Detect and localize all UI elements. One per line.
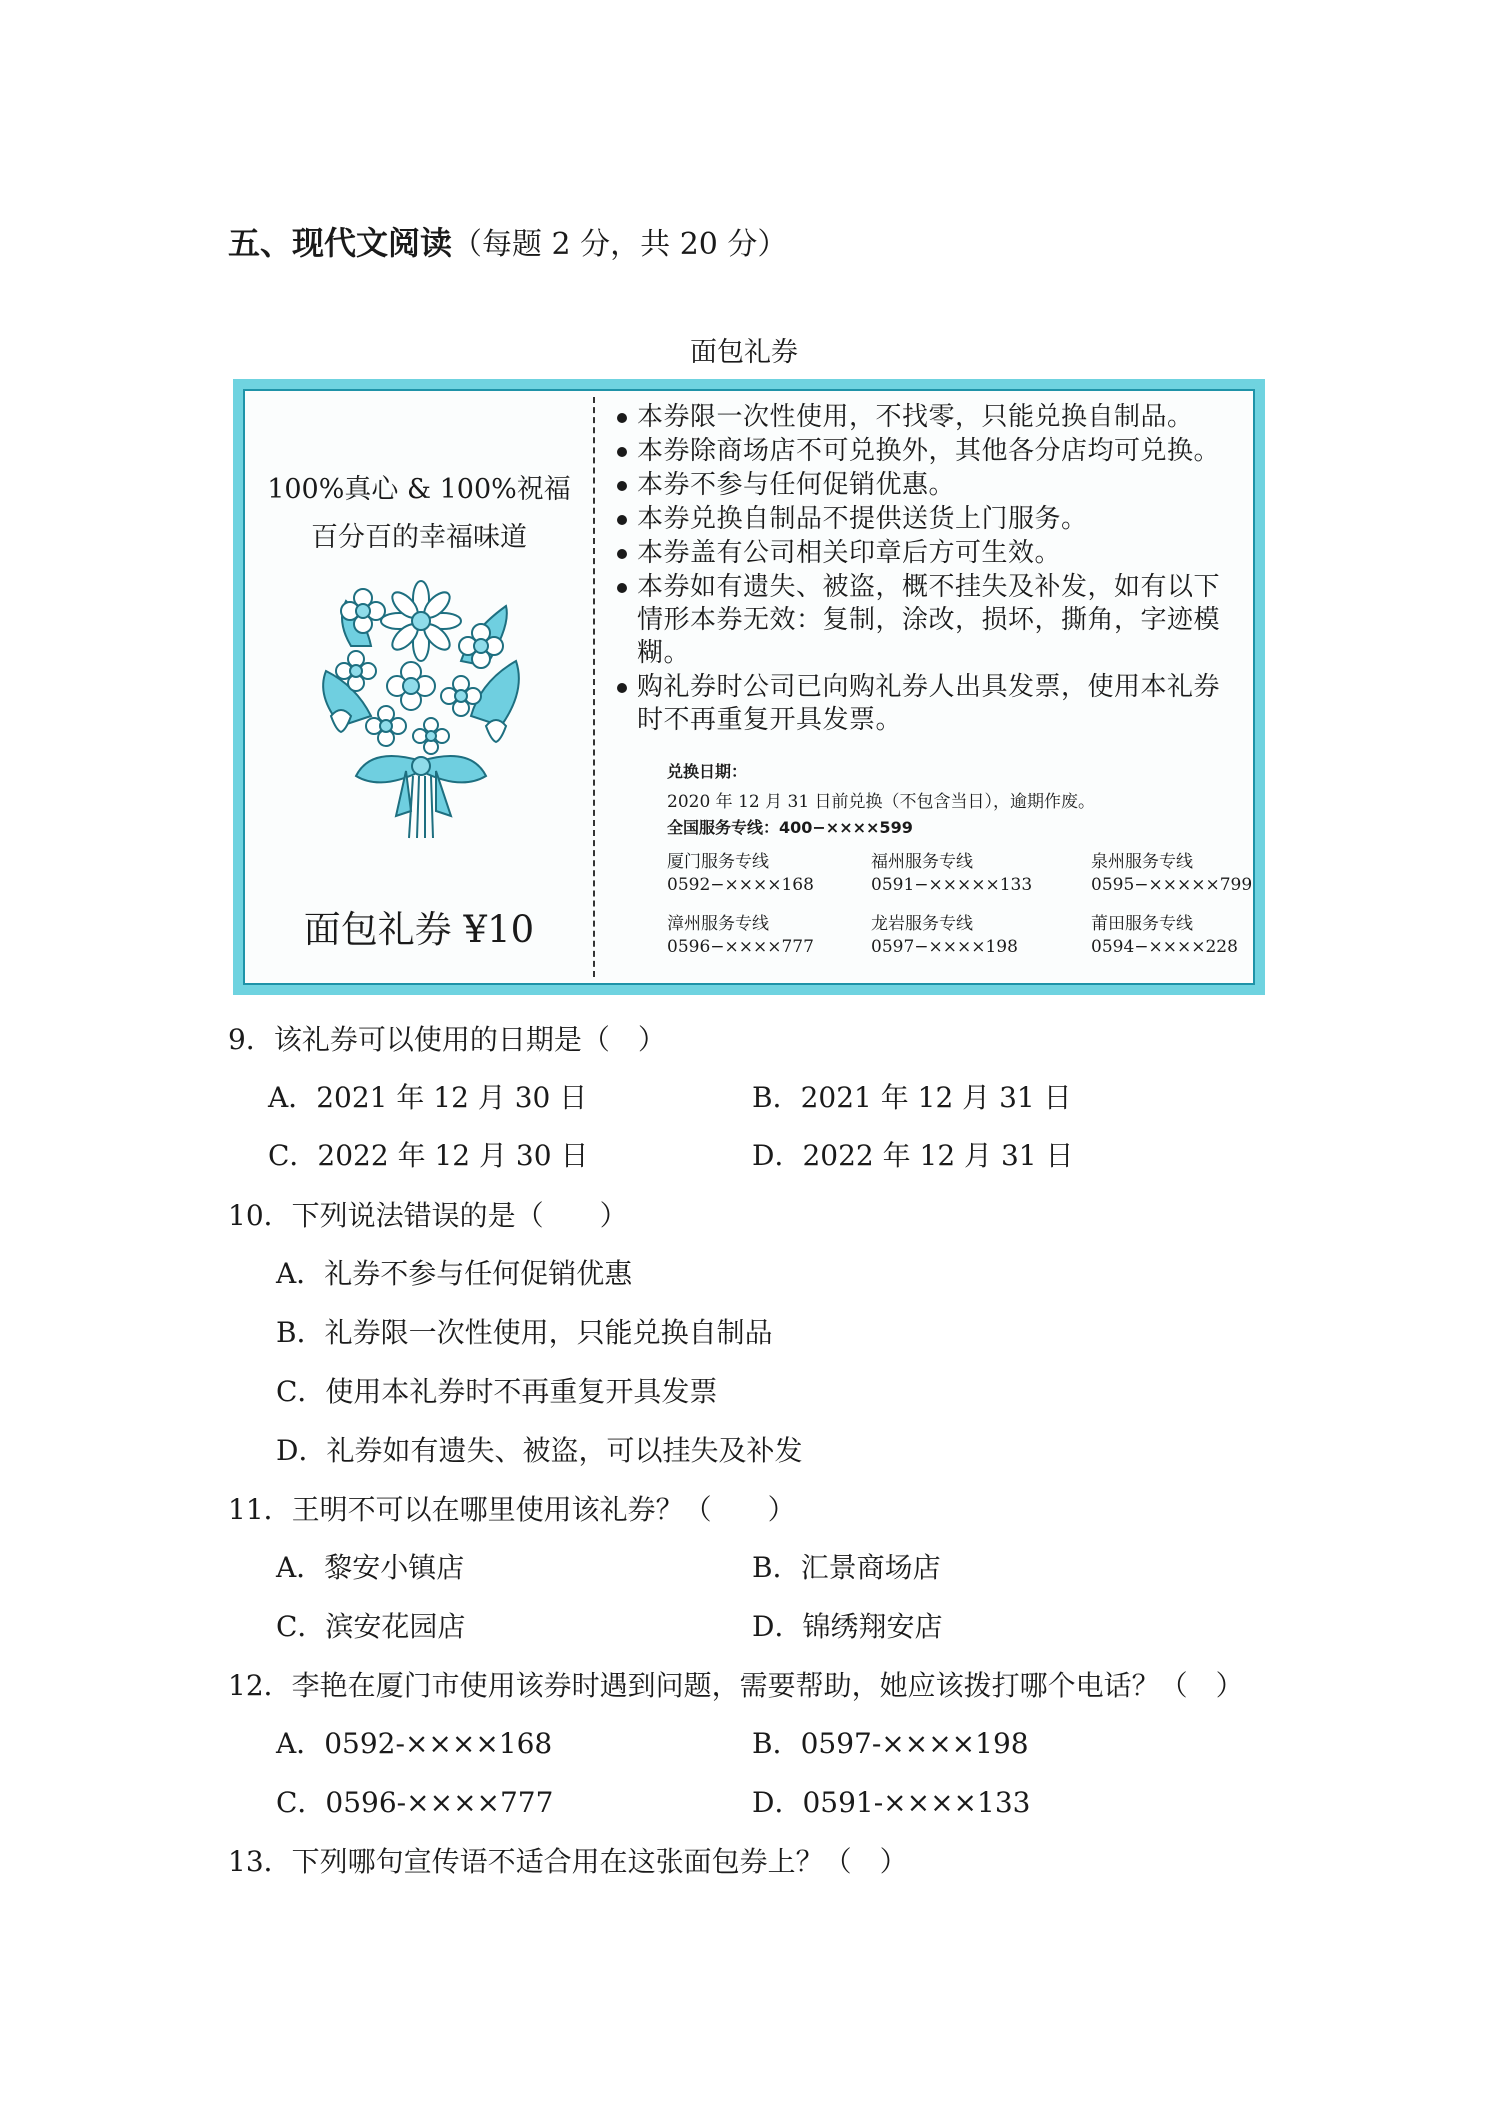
hotline-number: 0591−×××××133 [871,875,1033,895]
coupon-right-panel [615,391,1253,983]
question-12-stem: 12．李艳在厦门市使用该券时遇到问题，需要帮助，她应该拨打哪个电话？（ ） [228,1669,1244,1702]
coupon-price-label: 面包礼券 ¥10 [303,908,535,951]
question-11-option-a: A．黎安小镇店 [276,1551,465,1584]
hotline-city: 福州服务专线 [871,852,973,872]
coupon-left-panel [245,391,593,983]
coupon-rule: 本券如有遗失、被盗，概不挂失及补发，如有以下情形本券无效：复制，涂改，损坏，撕角，字迹模糊。 [615,571,1241,670]
question-10-option-c: C．使用本礼券时不再重复开具发票 [276,1375,718,1408]
exchange-date-text: 2020 年 12 月 31 日前兑换（不包含当日），逾期作废。 [667,792,1096,812]
hotline-number: 0592−××××168 [667,875,814,895]
question-9-stem: 9．该礼券可以使用的日期是（ ） [228,1023,666,1056]
section-title-text: 五、现代文阅读 [228,224,453,262]
exchange-date-label: 兑换日期： [667,762,748,781]
hotline-grid [667,847,1279,987]
coupon-slogan-line1: 100%真心 & 100%祝福 [267,474,571,505]
coupon-dashed-divider [593,397,595,977]
question-11-stem: 11．王明不可以在哪里使用该礼券？（ ） [228,1493,796,1526]
hotline-city: 莆田服务专线 [1091,914,1193,934]
hotline-number: 0595−×××××799 [1091,875,1253,895]
flower-bouquet-icon [311,576,531,841]
question-12-option-a: A．0592-××××168 [276,1727,553,1760]
question-10-stem: 10．下列说法错误的是（ ） [228,1199,628,1232]
question-9-option-b: B．2021 年 12 月 31 日 [752,1081,1072,1114]
question-11-option-b: B．汇景商场店 [752,1551,941,1584]
section-score-note: （每题 2 分，共 20 分） [452,227,788,262]
question-12-option-b: B．0597-××××198 [752,1727,1029,1760]
hotline-number: 0594−××××228 [1091,937,1238,957]
question-9-option-c: C．2022 年 12 月 30 日 [268,1139,589,1172]
question-9-option-a: A．2021 年 12 月 30 日 [268,1081,588,1114]
section-title [228,218,787,264]
coupon-rule: 本券不参与任何促销优惠。 [615,469,1241,502]
question-10-option-a: A．礼券不参与任何促销优惠 [276,1257,633,1290]
coupon-rule: 本券除商场店不可兑换外，其他各分店均可兑换。 [615,435,1241,468]
coupon-rule: 本券限一次性使用，不找零，只能兑换自制品。 [615,401,1241,434]
hotline-city: 泉州服务专线 [1091,852,1193,872]
coupon-rule: 购礼券时公司已向购礼券人出具发票，使用本礼券时不再重复开具发票。 [615,671,1241,737]
hotline-number: 0596−××××777 [667,937,814,957]
question-12-option-d: D．0591-××××133 [752,1786,1031,1819]
coupon-caption: 面包礼券 [690,337,798,368]
question-10-option-b: B．礼券限一次性使用，只能兑换自制品 [276,1316,773,1349]
question-9-option-d: D．2022 年 12 月 31 日 [752,1139,1074,1172]
national-hotline: 全国服务专线：400−××××599 [667,818,913,837]
hotline-number: 0597−××××198 [871,937,1018,957]
coupon-slogan-line2: 百分百的幸福味道 [311,522,527,553]
coupon-inner [243,389,1255,985]
gift-coupon [233,379,1265,995]
question-10-option-d: D．礼券如有遗失、被盗，可以挂失及补发 [276,1434,803,1467]
coupon-rules-list [615,401,1241,738]
hotline-city: 厦门服务专线 [667,852,769,872]
question-11-option-c: C．滨安花园店 [276,1610,466,1643]
question-13-stem: 13．下列哪句宣传语不适合用在这张面包券上？（ ） [228,1845,908,1878]
coupon-rule: 本券盖有公司相关印章后方可生效。 [615,537,1241,570]
hotline-city: 龙岩服务专线 [871,914,973,934]
question-11-option-d: D．锦绣翔安店 [752,1610,943,1643]
question-12-option-c: C．0596-××××777 [276,1786,554,1819]
coupon-rule: 本券兑换自制品不提供送货上门服务。 [615,503,1241,536]
hotline-city: 漳州服务专线 [667,914,769,934]
